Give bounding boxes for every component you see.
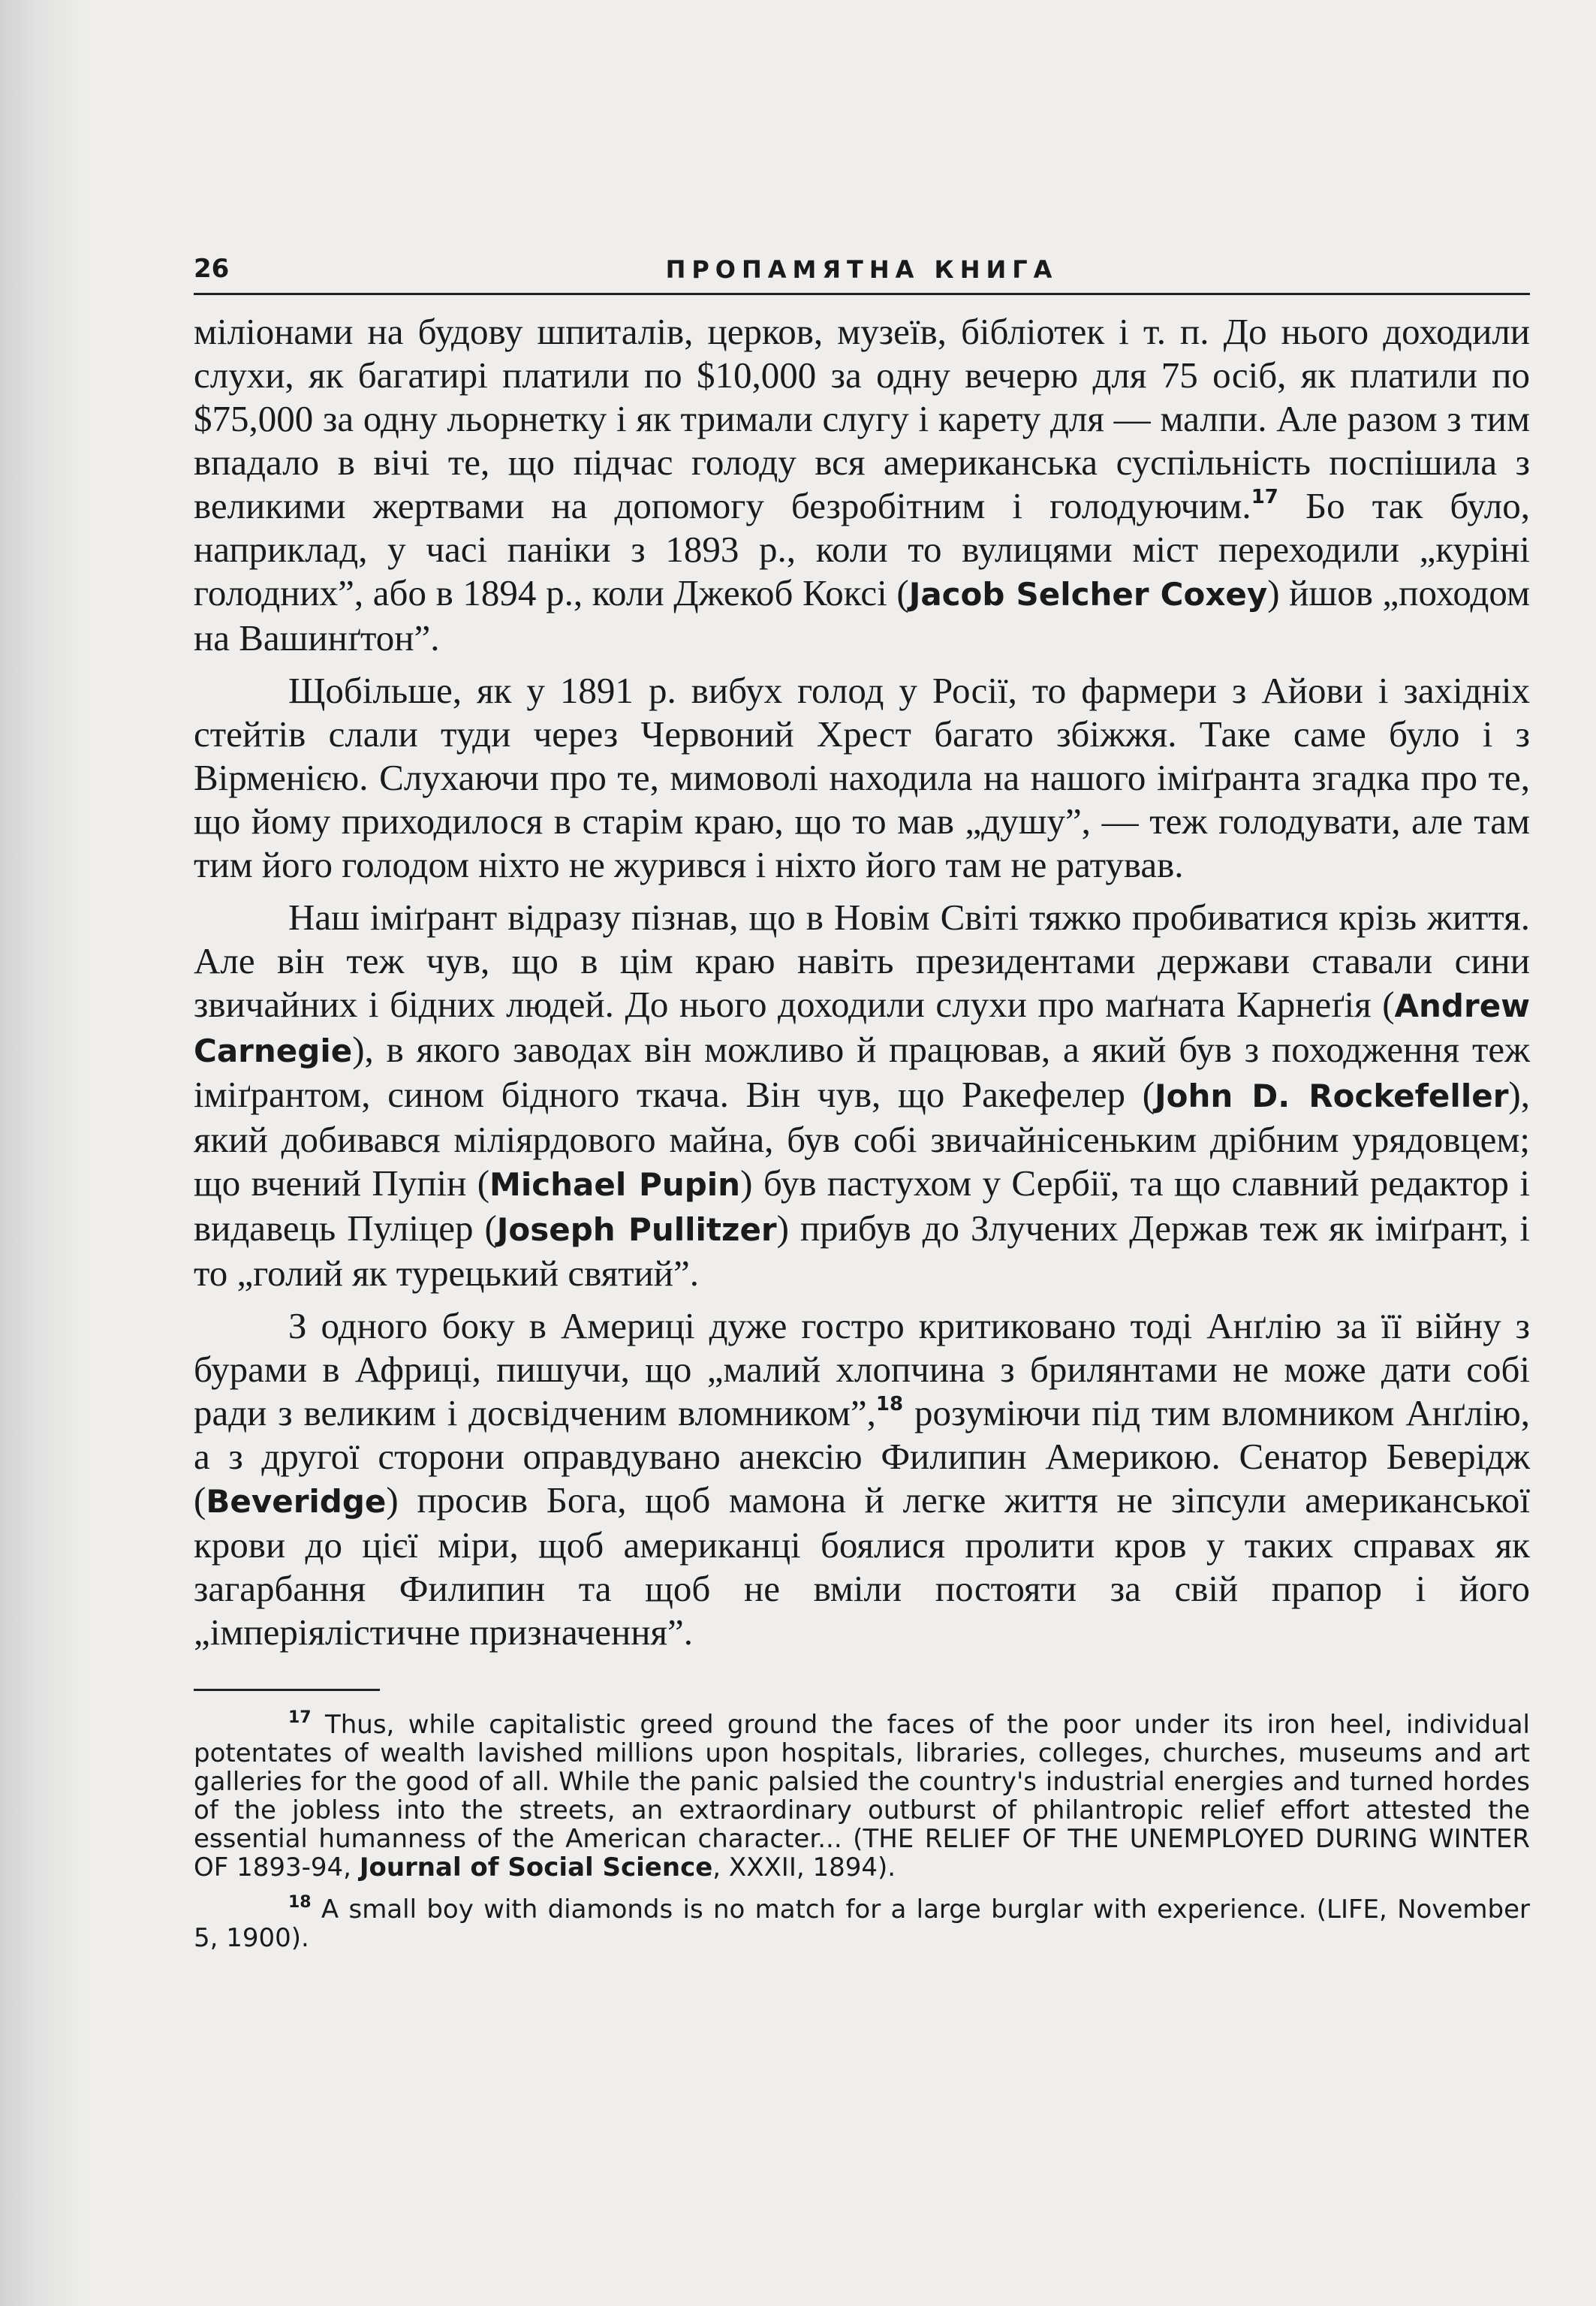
person-name: Jacob Selcher Coxey: [908, 576, 1268, 613]
source-title: Journal of Social Science: [359, 1852, 713, 1882]
paragraph-4: З одного боку в Америці дуже гостро критиковано тоді Анґлію за її війну з бурами в Африці, пишучи, що „малий хлопчина з брилянтами не може дати собі ради з великим і досвідченим вломником”,$^{18}$ розуміючи під тим вломником Анґлію, а з другої сторони оправдувано анексію Филипин Америкою. Сенатор Беверідж (Beveridge) просив Бога, щоб мамона й легке життя не зіпсули американської крови до цієї міри, щоб американці боялися пролити кров у таких справах як загарбання Филипин та щоб не вміли постояти за свій прапор і його „імперіялістичне призначення”.: [194, 1305, 1530, 1653]
footnotes: [194, 1708, 1530, 1953]
person-name: Joseph Pullitzer: [496, 1211, 777, 1248]
person-name: Andrew Carnegie: [194, 987, 1530, 1069]
body-text: [194, 310, 1530, 1654]
paragraph-2: Щобільше, як у 1891 р. вибух голод у Росії, то фармери з Айови і західніх стейтів слали туди через Червоний Хрест багато збіжжя. Таке саме було і з Вірменією. Слухаючи про те, мимоволі находила на нашого іміґранта згадка про те, що йому приходилося в старім краю, що то мав „душу”, — теж голодувати, але там тим його голодом ніхто не журився і ніхто його там не ратував.: [194, 670, 1530, 885]
footnote-ref-18[interactable]: 18: [875, 1393, 904, 1415]
footnote-ref-17[interactable]: 17: [1251, 486, 1278, 508]
person-name: Beveridge: [206, 1483, 387, 1520]
book-spine-shadow: [0, 0, 90, 2306]
book-page: [194, 248, 1530, 1966]
person-name: John D. Rockefeller: [1155, 1078, 1509, 1114]
page-number: 26: [194, 254, 230, 284]
person-name: Michael Pupin: [489, 1166, 741, 1203]
page-header: [194, 248, 1530, 295]
footnote-17: $^{17}$ Thus, while capitalistic greed ground the faces of the poor under its iron heel, individual potentates of wealth lavished millions upon hospitals, libraries, colleges, churches, museums and art galleries for the good of all. While the panic palsied the country's industrial energies and turned hordes of the jobless into the streets, an extraordinary outburst of philantropic relief effort attested the essential humanness of the American character... (THE RELIEF OF THE UNEMPLOYED DURING WINTER OF 1893-94, Journal of Social Science, XXXII, 1894).: [194, 1708, 1530, 1882]
paragraph-1: міліонами на будову шпиталів, церков, музеїв, бібліотек і т. п. До нього доходили слухи, як багатирі платили по $10,000 за одну вечерю для 75 осіб, як платили по $75,000 за одну льорнетку і як тримали слугу і карету для — малпи. Але разом з тим впадало в вічі те, що підчас голоду вся американська суспільність поспішила з великими жертвами на допомогу безробітним і голодуючим.$^{17}$ Бо так було, наприклад, у часі паніки з 1893 р., коли то вулицями міст переходили „куріні голодних”, або в 1894 р., коли Джекоб Коксі (Jacob Selcher Coxey) йшов „походом на Вашинґтон”.: [194, 311, 1530, 659]
footnote-18: $^{18}$ A small boy with diamonds is no match for a large burglar with experience. (LIFE, November 5, 1900).: [194, 1893, 1530, 1953]
footnote-mark: 18: [288, 1893, 312, 1912]
footnote-separator: [194, 1689, 380, 1691]
running-title: ПРОПАМЯТНА КНИГА: [665, 255, 1058, 284]
paragraph-3: Наш іміґрант відразу пізнав, що в Новім Світі тяжко пробиватися крізь життя. Але він теж чув, що в цім краю навіть президентами держави ставали сини звичайних і бідних людей. До нього доходили слухи про маґната Карнеґія (Andrew Carnegie), в якого заводах він можливо й працював, а який був з походження теж іміґрантом, сином бідного ткача. Він чув, що Ракефелер (John D. Rockefeller), який добивався міліярдового майна, був собі звичайнісеньким дрібним урядовцем; що вчений Пупін (Michael Pupin) був пастухом у Сербії, та що славний редактор і видавець Пуліцер (Joseph Pullitzer) прибув до Злучених Держав теж як іміґрант, і то „голий як турецький святий”.: [194, 897, 1530, 1294]
footnote-mark: 17: [288, 1708, 312, 1727]
